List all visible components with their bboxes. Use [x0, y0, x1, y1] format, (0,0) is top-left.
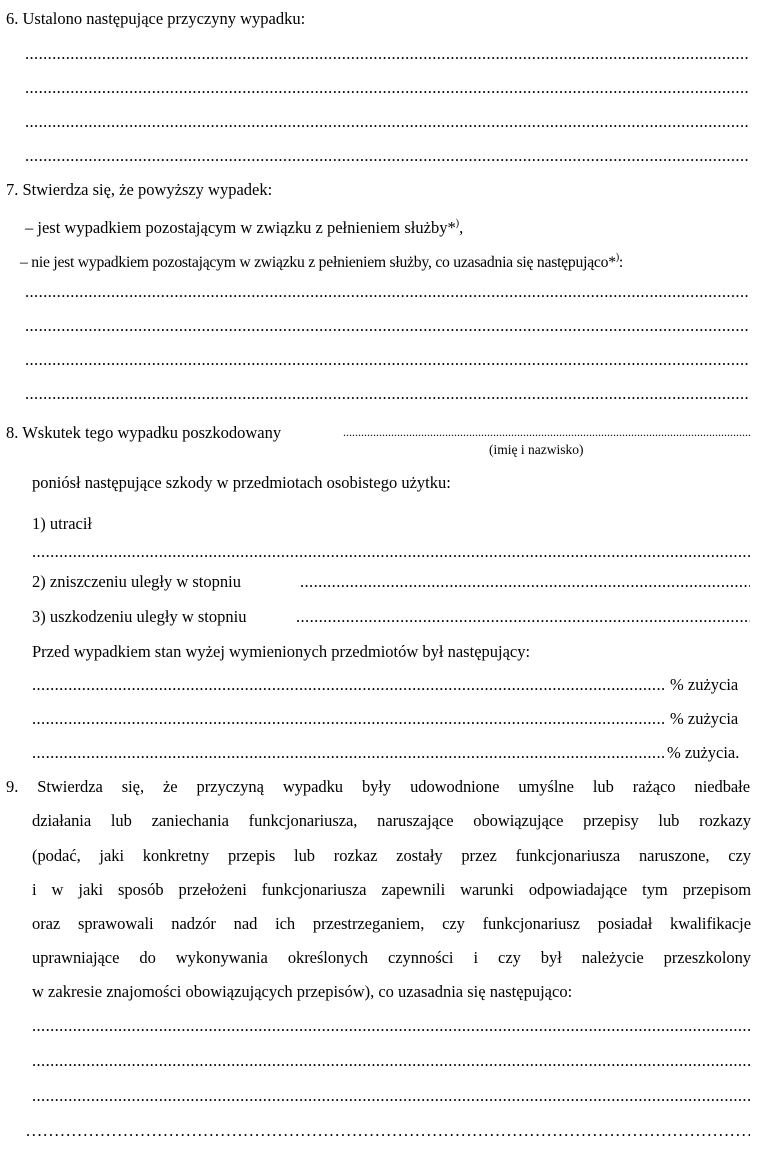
justification-line-4[interactable] [25, 384, 749, 404]
victim-name-field[interactable] [343, 422, 751, 442]
wear-label-1: % zużycia [670, 675, 739, 694]
wear-label-2: % zużycia [670, 709, 739, 728]
section-9-line-5: oraz sprawowali nadzór nad ich przestrzeganiem, czy funkcjonariusz posiadał kwalifikacje [32, 914, 751, 933]
section-9-line-7: w zakresie znajomości obowiązujących przepisów), co uzasadnia się następująco: [32, 982, 573, 1001]
justification-line-2[interactable] [25, 316, 749, 336]
section-8-title: 8. Wskutek tego wypadku poszkodowany [6, 423, 282, 442]
wear-field-3[interactable] [32, 743, 664, 763]
violation-line-3[interactable] [32, 1086, 750, 1106]
section-9-line-1: 9. Stwierdza się, że przyczyną wypadku były udowodnione umyślne lub rażąco niedbałe [6, 777, 750, 796]
damages-intro: poniósł następujące szkody w przedmiotach osobistego użytku: [32, 473, 451, 492]
option-is-label: – jest wypadkiem pozostającym w związku z pełnieniem służby* [25, 218, 456, 237]
cause-line-2[interactable] [25, 78, 749, 98]
cause-line-4[interactable] [25, 146, 749, 166]
wear-field-2[interactable] [32, 709, 666, 729]
damaged-degree-field[interactable] [296, 607, 750, 627]
option-is-not-label: – nie jest wypadkiem pozostającym w związku z pełnieniem służby, co uzasadnia się następująco* [20, 254, 616, 271]
wear-label-3: % zużycia. [667, 743, 740, 762]
name-caption: (imię i nazwisko) [489, 442, 584, 457]
cause-line-3[interactable] [25, 112, 749, 132]
violation-line-1[interactable] [32, 1016, 750, 1036]
wear-field-1[interactable] [32, 675, 666, 695]
destroyed-label: 2) zniszczeniu uległy w stopniu [32, 572, 241, 591]
footnote-marker: ) [455, 218, 460, 229]
option-is-not-punct: : [618, 254, 624, 271]
violation-line-4[interactable] [26, 1121, 750, 1141]
option-is-service-accident[interactable] [25, 214, 463, 238]
destroyed-degree-field[interactable] [300, 572, 750, 592]
damaged-label: 3) uszkodzeniu uległy w stopniu [32, 607, 247, 626]
lost-label: 1) utracił [32, 514, 93, 533]
violation-line-2[interactable] [32, 1051, 750, 1071]
justification-line-3[interactable] [25, 350, 749, 370]
section-9-line-4: i w jaki sposób przełożeni funkcjonariusza zapewnili warunki odpowiadające tym przepisom [32, 880, 751, 899]
cause-line-1[interactable] [25, 44, 749, 64]
section-9-line-2: działania lub zaniechania funkcjonariusza, naruszające obowiązujące przepisy lub rozkazy [32, 811, 751, 830]
footnote-marker: ) [615, 252, 619, 263]
justification-line-1[interactable] [25, 282, 749, 302]
option-is-punct: , [459, 218, 464, 237]
section-6-title: 6. Ustalono następujące przyczyny wypadku: [6, 9, 306, 28]
section-9-line-6: uprawniające do wykonywania określonych czynności i czy był należycie przeszkolony [32, 948, 751, 967]
lost-items-field[interactable] [32, 542, 750, 562]
section-9-line-3: (podać, jaki konkretny przepis lub rozkaz zostały przez funkcjonariusza naruszone, czy [32, 846, 751, 865]
section-7-title: 7. Stwierdza się, że powyższy wypadek: [6, 180, 273, 199]
condition-intro: Przed wypadkiem stan wyżej wymienionych przedmiotów był następujący: [32, 642, 531, 661]
option-is-not-service-accident[interactable] [20, 248, 623, 273]
